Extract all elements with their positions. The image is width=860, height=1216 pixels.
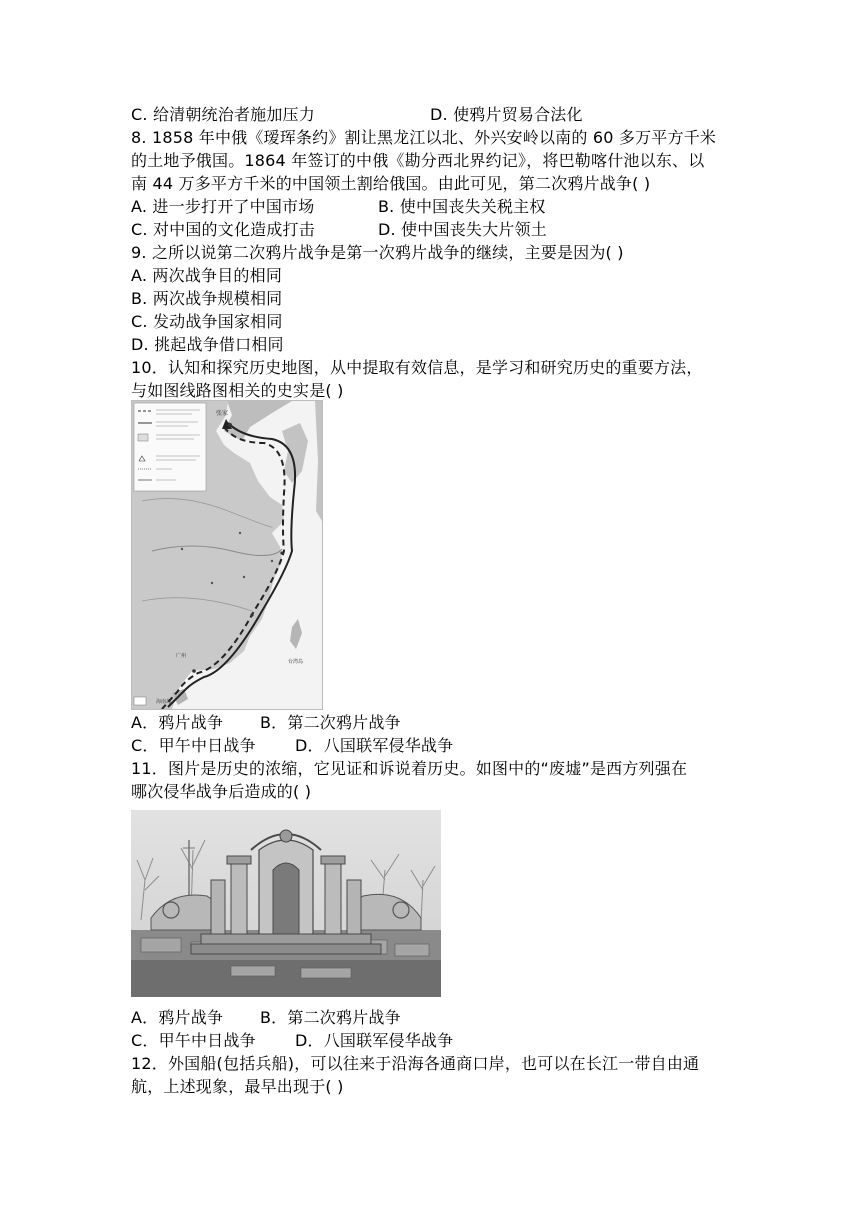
q11-option-a[interactable]: A．鸦片战争 <box>131 1008 224 1027</box>
q8-option-c[interactable]: C. 对中国的文化造成打击 <box>131 220 315 239</box>
ruins-photo <box>131 810 441 997</box>
q9-option-d[interactable]: D. 挑起战争借口相同 <box>131 335 284 354</box>
q10-option-b[interactable]: B．第二次鸦片战争 <box>260 713 401 732</box>
q11-option-c[interactable]: C．甲午中日战争 <box>131 1031 256 1050</box>
q11-stem-line2: 哪次侵华战争后造成的( ) <box>131 782 312 801</box>
q8-stem-line3: 南 44 万多平方千米的中国领土割给俄国。由此可见，第二次鸦片战争( ) <box>131 174 651 193</box>
route-map <box>132 401 322 709</box>
q12-stem-line2: 航，上述现象，最早出现于( ) <box>131 1077 344 1096</box>
q11-stem-line1: 11．图片是历史的浓缩，它见证和诉说着历史。如图中的“废墟”是西方列强在 <box>131 759 688 778</box>
q9-option-c[interactable]: C. 发动战争国家相同 <box>131 312 283 331</box>
q11-option-b[interactable]: B．第二次鸦片战争 <box>260 1008 401 1027</box>
q7-option-c[interactable]: C. 给清朝统治者施加压力 <box>131 105 315 124</box>
q10-stem-line1: 10．认知和探究历史地图，从中提取有效信息，是学习和研究历史的重要方法， <box>131 358 703 377</box>
q8-stem-line1: 8. 1858 年中俄《瑷珲条约》割让黑龙江以北、外兴安岭以南的 60 多万平方千米 <box>131 128 717 147</box>
q10-stem-line2: 与如图线路图相关的史实是( ) <box>131 381 344 400</box>
q8-stem-line2: 的土地予俄国。1864 年签订的中俄《勘分西北界约记》，将巴勒喀什池以东、以 <box>131 151 705 170</box>
map-label-guangzhou: 广州 <box>176 653 187 659</box>
ruins-photo-image <box>131 810 441 997</box>
q10-option-d[interactable]: D．八国联军侵华战争 <box>295 736 454 755</box>
q8-option-d[interactable]: D. 使中国丧失大片领土 <box>378 220 547 239</box>
map-label-hainan: 海南岛 <box>156 699 172 705</box>
q8-option-a[interactable]: A. 进一步打开了中国市场 <box>131 197 315 216</box>
q7-option-d[interactable]: D. 使鸦片贸易合法化 <box>430 105 583 124</box>
map-label-beijing: 张家 <box>216 410 229 417</box>
map-label-taiwan: 台湾岛 <box>288 659 304 665</box>
q10-option-a[interactable]: A．鸦片战争 <box>131 713 224 732</box>
q9-stem: 9. 之所以说第二次鸦片战争是第一次鸦片战争的继续，主要是因为( ) <box>131 243 624 262</box>
q9-option-a[interactable]: A. 两次战争目的相同 <box>131 266 283 285</box>
q10-option-c[interactable]: C．甲午中日战争 <box>131 736 256 755</box>
q11-option-d[interactable]: D．八国联军侵华战争 <box>295 1031 454 1050</box>
q12-stem-line1: 12．外国船(包括兵船)，可以往来于沿海各通商口岸，也可以在长江一带自由通 <box>131 1054 700 1073</box>
q9-option-b[interactable]: B. 两次战争规模相同 <box>131 289 283 308</box>
route-map-figure <box>131 400 323 710</box>
q8-option-b[interactable]: B. 使中国丧失关税主权 <box>378 197 546 216</box>
